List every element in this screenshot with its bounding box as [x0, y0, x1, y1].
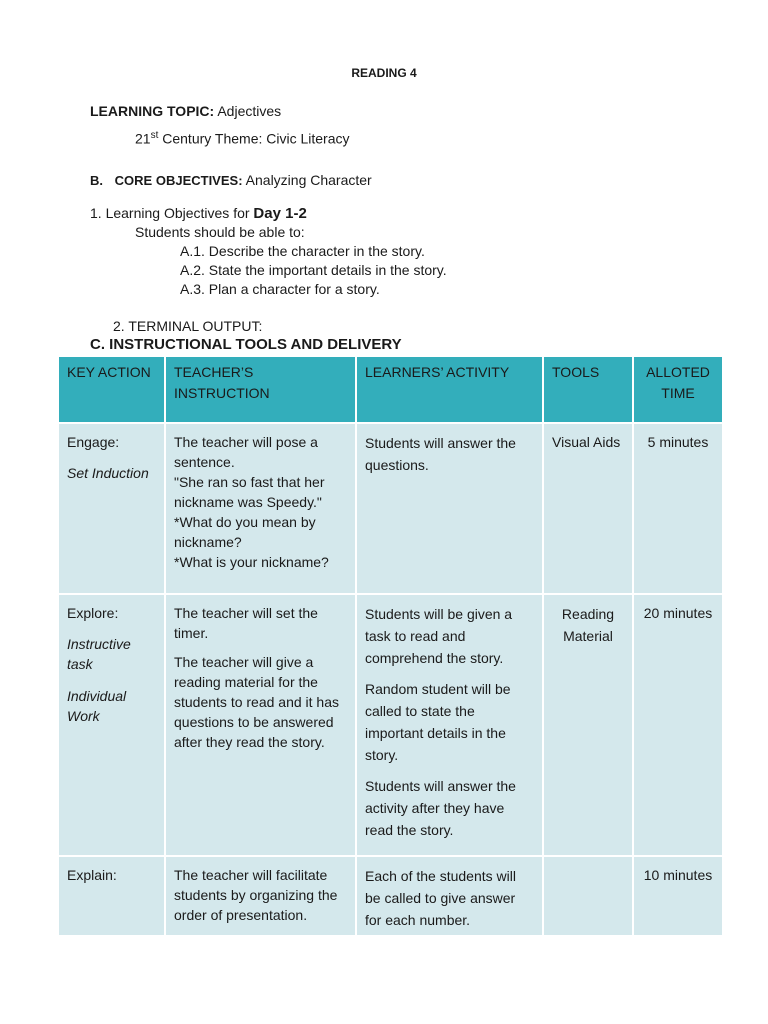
- learning-topic-line: [90, 103, 281, 119]
- learners-text: Random student will be called to state the important details in the story.: [365, 681, 511, 763]
- header-alloted-time: ALLOTED TIME: [633, 356, 723, 423]
- table-row: [58, 856, 723, 936]
- learners-text: Students will answer the questions.: [365, 435, 516, 473]
- table-row: [58, 423, 723, 594]
- cell-tools: [543, 856, 633, 936]
- header-key-action: KEY ACTION: [58, 356, 165, 423]
- cell-tools: [543, 594, 633, 856]
- time-text: 10 minutes: [643, 867, 713, 883]
- time-text: 5 minutes: [647, 434, 709, 450]
- core-objectives-value: Analyzing Character: [245, 172, 372, 188]
- table-header-row: [58, 356, 723, 423]
- learners-text: Students will be given a task to read and comprehend the story.: [365, 606, 513, 666]
- learning-objectives-heading: [90, 205, 307, 222]
- cell-key-action: [58, 594, 165, 856]
- core-objectives-line: [90, 172, 372, 188]
- tools-text: Visual Aids: [552, 434, 621, 450]
- page-title: READING 4: [351, 66, 417, 80]
- teacher-text: The teacher will facilitate students by organizing the order of presentation.: [174, 867, 338, 923]
- teacher-text: The teacher will give a reading material for the students to read and it has questions to be answered after they read the story.: [174, 654, 339, 750]
- cell-time: [633, 423, 723, 594]
- learning-topic-value: Adjectives: [217, 103, 282, 119]
- core-objectives-label: CORE OBJECTIVES:: [114, 173, 243, 188]
- objective-item: A.3. Plan a character for a story.: [180, 281, 380, 297]
- cell-teacher-instruction: [165, 856, 356, 936]
- action-label: Explore:: [67, 605, 119, 621]
- theme-line: [135, 130, 350, 147]
- terminal-output: 2. TERMINAL OUTPUT:: [113, 318, 263, 334]
- action-subtype: Instructive task: [67, 636, 131, 672]
- learners-text: Each of the students will be called to give answer for each number.: [365, 868, 516, 928]
- header-tools: TOOLS: [543, 356, 633, 423]
- theme-prefix: 21: [135, 130, 151, 147]
- cell-learners-activity: [356, 856, 543, 936]
- objectives-day: Day 1-2: [253, 205, 307, 222]
- header-learners-activity: LEARNERS’ ACTIVITY: [356, 356, 543, 423]
- cell-key-action: [58, 423, 165, 594]
- objective-item: A.1. Describe the character in the story.: [180, 243, 425, 259]
- objectives-intro: Students should be able to:: [135, 224, 305, 240]
- action-subtype: Individual Work: [67, 688, 127, 724]
- cell-teacher-instruction: [165, 423, 356, 594]
- core-marker: B.: [90, 173, 103, 188]
- cell-teacher-instruction: [165, 594, 356, 856]
- teacher-text: The teacher will set the timer.: [174, 605, 318, 641]
- learners-text: Students will answer the activity after they have read the story.: [365, 778, 516, 838]
- cell-time: [633, 856, 723, 936]
- cell-learners-activity: [356, 594, 543, 856]
- objective-item: A.2. State the important details in the story.: [180, 262, 447, 278]
- header-teacher-instruction: TEACHER’S INSTRUCTION: [165, 356, 356, 423]
- cell-time: [633, 594, 723, 856]
- action-label: Explain:: [67, 867, 117, 883]
- tools-text: Reading Material: [561, 606, 615, 644]
- cell-tools: [543, 423, 633, 594]
- instruction-table: [57, 355, 724, 937]
- action-subtype: Set Induction: [67, 465, 149, 481]
- objectives-prefix: 1. Learning Objectives for: [90, 205, 254, 221]
- teacher-text: The teacher will pose a sentence. "She ran so fast that her nickname was Speedy." *What do you mean by nickname? *What is your nickname?: [174, 434, 329, 570]
- theme-superscript: st: [150, 130, 159, 141]
- learning-topic-label: LEARNING TOPIC:: [90, 103, 215, 119]
- action-label: Engage:: [67, 434, 120, 450]
- theme-text: Century Theme: Civic Literacy: [158, 130, 350, 147]
- section-c-heading: C. INSTRUCTIONAL TOOLS AND DELIVERY: [90, 336, 402, 353]
- cell-key-action: [58, 856, 165, 936]
- cell-learners-activity: [356, 423, 543, 594]
- table-row: [58, 594, 723, 856]
- time-text: 20 minutes: [643, 605, 713, 621]
